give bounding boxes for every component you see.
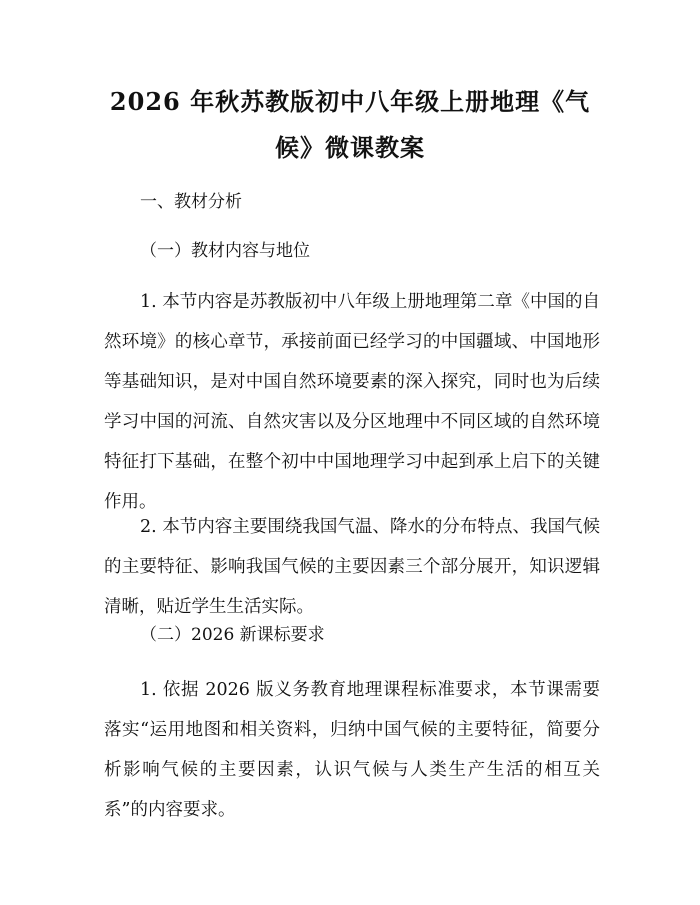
subsection-heading-content-and-status: （一）教材内容与地位 (140, 241, 310, 261)
document-title-line-1: 2026 年秋苏教版初中八年级上册地理《气 (109, 87, 591, 116)
section-heading-textbook-analysis: 一、教材分析 (140, 192, 242, 212)
document-title-line-2: 候》微课教案 (275, 133, 425, 162)
paragraph-content-position: 1. 本节内容是苏教版初中八年级上册地理第二章《中国的自然环境》的核心章节，承接前面已经学习的中国疆域、中国地形等基础知识，是对中国自然环境要素的深入探究，同时也为后续学习中国的河流、自然灾害以及分区地理中不同区域的自然环境特征打下基础，在整个初中中国地理学习中起到承上启下的关键作用。 (104, 292, 600, 512)
paragraph-content-structure: 2. 本节内容主要围绕我国气温、降水的分布特点、我国气候的主要特征、影响我国气候的主要因素三个部分展开，知识逻辑清晰，贴近学生生活实际。 (104, 517, 600, 617)
subsection-heading-curriculum-standard: （二）2026 新课标要求 (140, 625, 325, 645)
paragraph-curriculum-requirement: 1. 依据 2026 版义务教育地理课程标准要求，本节课需要落实“运用地图和相关资料，归纳中国气候的主要特征，简要分析影响气候的主要因素，认识气候与人类生产生活的相互关系”的内容要求。 (104, 680, 600, 820)
